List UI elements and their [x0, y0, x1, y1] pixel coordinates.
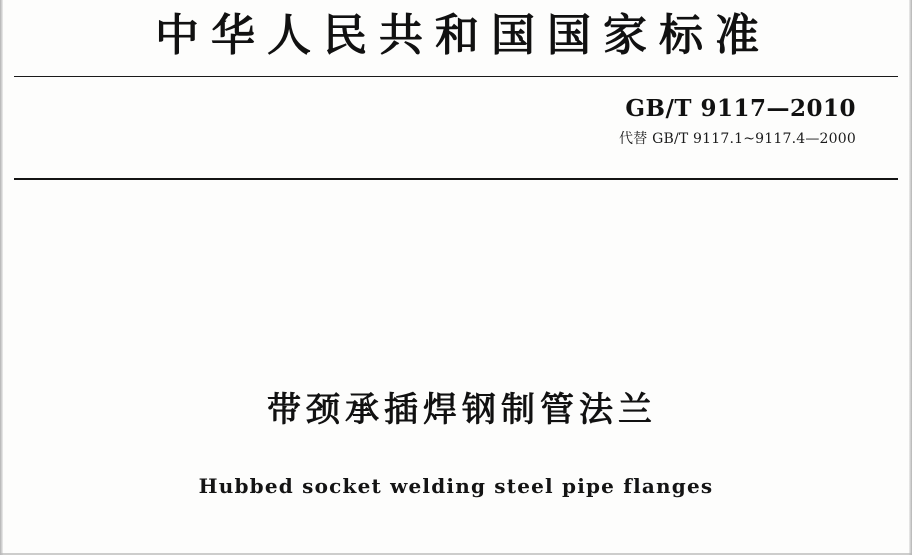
- header-divider-bottom: [14, 178, 898, 180]
- page-edge-left: [0, 0, 3, 555]
- standard-number-block: [619, 96, 856, 148]
- standard-number: GB/T 9117—2010: [625, 95, 856, 122]
- standard-replaces-note: 代替 GB/T 9117.1~9117.4—2000: [619, 131, 856, 148]
- banner-title-text: 中华人民共和国国家标准: [155, 10, 771, 61]
- document-title-english: Hubbed socket welding steel pipe flanges: [198, 474, 714, 498]
- header-divider-top: [14, 76, 898, 77]
- national-standard-banner: [0, 8, 912, 63]
- document-title-chinese: 带颈承插焊钢制管法兰: [267, 390, 657, 430]
